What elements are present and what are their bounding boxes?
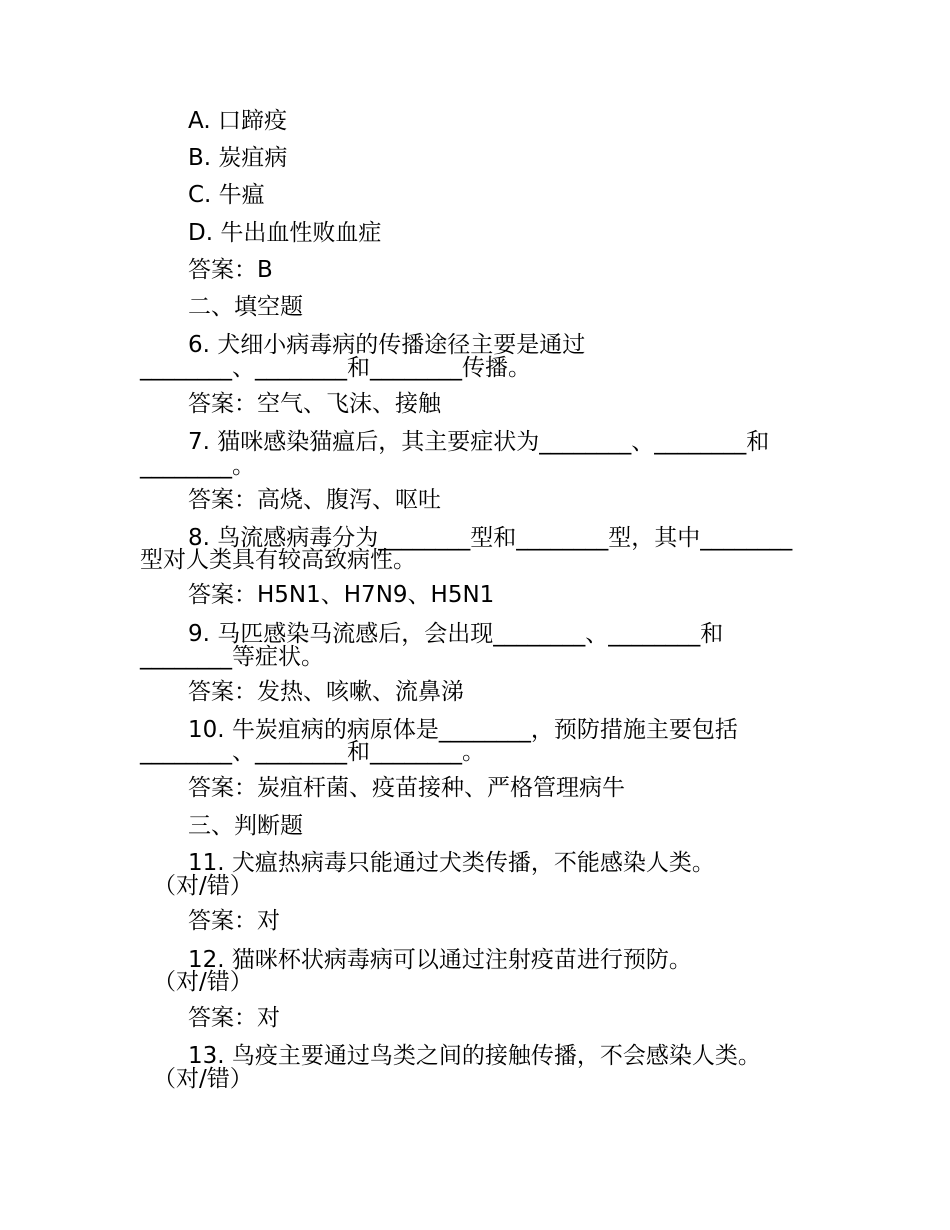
section-heading-fill-in: 二、填空题 [188,294,303,320]
q7-answer: 答案：高烧、腹泻、呕吐 [188,487,441,513]
q10-answer: 答案：炭疽杆菌、疫苗接种、严格管理病牛 [188,775,625,801]
q13-choice: （对/错） [153,1066,253,1092]
q12-text: 12. 猫咪杯状病毒病可以通过注射疫苗进行预防。 [188,947,692,973]
q8-answer: 答案：H5N1、H7N9、H5N1 [188,582,495,608]
q11-choice: （对/错） [153,873,253,899]
q13-text: 13. 鸟疫主要通过鸟类之间的接触传播，不会感染人类。 [188,1043,761,1069]
section-heading-true-false: 三、判断题 [188,813,303,839]
option-d: D. 牛出血性败血症 [188,220,382,246]
q6-text-cont: ________、________和________传播。 [140,355,531,381]
q10-text-cont: ________、________和________。 [140,739,485,765]
q9-answer: 答案：发热、咳嗽、流鼻涕 [188,679,464,705]
q11-answer: 答案：对 [188,908,280,934]
q8-text-cont: 型对人类具有较高致病性。 [140,547,416,573]
q10-text: 10. 牛炭疽病的病原体是________，预防措施主要包括 [188,717,738,743]
q6-answer: 答案：空气、飞沫、接触 [188,391,441,417]
q9-text-cont: ________等症状。 [140,644,324,670]
q6-text: 6. 犬细小病毒病的传播途径主要是通过 [188,332,586,358]
q7-text: 7. 猫咪感染猫瘟后，其主要症状为________、________和 [188,429,770,455]
q5-answer: 答案：B [188,257,273,283]
q12-answer: 答案：对 [188,1005,280,1031]
q9-text: 9. 马匹感染马流感后，会出现________、________和 [188,621,724,647]
q12-choice: （对/错） [153,969,253,995]
option-b: B. 炭疽病 [188,145,288,171]
q7-text-cont: ________。 [140,453,255,479]
option-a: A. 口蹄疫 [188,108,287,134]
q11-text: 11. 犬瘟热病毒只能通过犬类传播，不能感染人类。 [188,850,715,876]
option-c: C. 牛瘟 [188,182,265,208]
q8-text: 8. 鸟流感病毒分为________型和________型，其中________ [188,525,793,551]
